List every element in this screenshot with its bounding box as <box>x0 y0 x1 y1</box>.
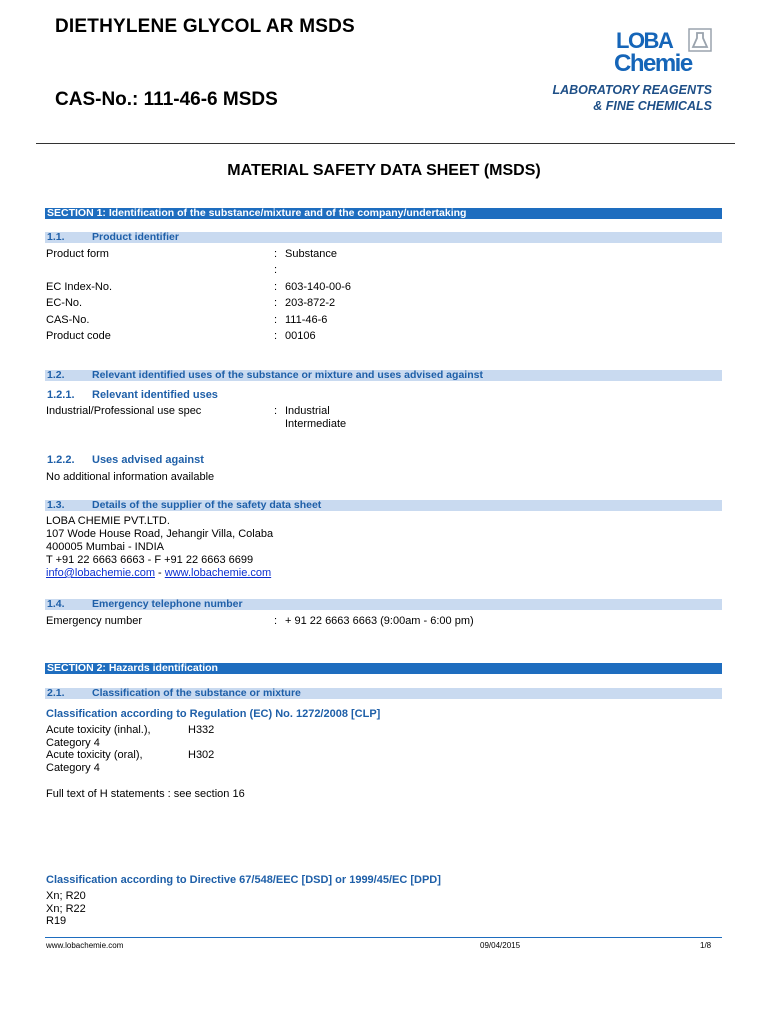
subsection-label: Relevant identified uses <box>92 389 218 401</box>
subsection-label: Uses advised against <box>92 454 204 466</box>
row-label: EC Index-No. <box>46 281 113 293</box>
supplier-company: LOBA CHEMIE PVT.LTD. <box>46 515 170 527</box>
clp-item-2-category: Category 4 <box>46 762 100 774</box>
row-value: Substance <box>285 248 337 260</box>
subsection-label: Classification of the substance or mixture <box>92 687 301 699</box>
subsection-number: 1.3. <box>47 499 65 511</box>
row-label: EC-No. <box>46 297 83 309</box>
row-label: CAS-No. <box>46 314 90 326</box>
row-value: Industrial <box>285 405 330 417</box>
row-colon: : <box>274 330 278 342</box>
supplier-contact-links <box>46 567 271 580</box>
subsection-label: Product identifier <box>92 231 179 243</box>
email-link[interactable]: info@lobachemie.com <box>46 567 155 579</box>
row-colon: : <box>274 264 278 276</box>
subsection-number: 1.2. <box>47 369 65 381</box>
row-value: 111-46-6 <box>285 314 328 326</box>
row-colon: : <box>274 281 278 293</box>
full-text-note: Full text of H statements : see section 16 <box>46 788 245 800</box>
flask-logo-icon <box>688 28 712 52</box>
row-colon: : <box>274 297 278 309</box>
clp-item-1 <box>46 724 346 737</box>
hazard-code: H302 <box>188 749 215 761</box>
subsection-1-1-header <box>45 232 722 243</box>
dsd-item: Xn; R20 <box>46 890 86 902</box>
supplier-phone: T +91 22 6663 6663 - F +91 22 6663 6699 <box>46 554 254 566</box>
row-value: 203-872-2 <box>285 297 336 309</box>
tagline-line-1: LABORATORY REAGENTS <box>552 83 712 97</box>
website-link[interactable]: www.lobachemie.com <box>164 567 272 579</box>
tagline-line-2: & FINE CHEMICALS <box>593 99 712 113</box>
footer-website: www.lobachemie.com <box>46 941 124 950</box>
subsection-number: 2.1. <box>47 687 65 699</box>
subsection-label: Relevant identified uses of the substance or mixture and uses advised against <box>92 369 483 381</box>
hazard-code: H332 <box>188 724 215 736</box>
company-tagline <box>552 82 712 114</box>
header-divider <box>36 143 735 144</box>
row-colon: : <box>274 248 278 260</box>
logo-word-chemie: Chemie <box>614 50 692 77</box>
subsection-label: Emergency telephone number <box>92 598 243 610</box>
subsection-1-2-1-header <box>45 389 722 402</box>
row-value: 603-140-00-6 <box>285 281 352 293</box>
row-value: 00106 <box>285 330 316 342</box>
loba-chemie-logo <box>614 26 716 82</box>
clp-item-1-category: Category 4 <box>46 737 100 749</box>
dsd-item: R19 <box>46 915 67 927</box>
row-value: + 91 22 6663 6663 (9:00am - 6:00 pm) <box>285 615 474 627</box>
row-value: Intermediate <box>285 418 347 430</box>
cas-title: CAS-No.: 111-46-6 MSDS <box>55 89 278 110</box>
dsd-item: Xn; R22 <box>46 903 86 915</box>
supplier-address-1: 107 Wode House Road, Jehangir Villa, Colaba <box>46 528 274 540</box>
document-title: DIETHYLENE GLYCOL AR MSDS <box>55 16 355 37</box>
subsection-number: 1.2.2. <box>47 454 75 466</box>
row-label: Product code <box>46 330 111 342</box>
link-separator: - <box>155 567 165 579</box>
row-colon: : <box>274 615 278 627</box>
section-2-header: SECTION 2: Hazards identification <box>45 663 722 674</box>
footer-page-number: 1/8 <box>700 941 712 950</box>
clp-item-line-1: Acute toxicity (oral), <box>46 749 143 761</box>
subsection-1-2-2-header <box>45 454 722 467</box>
row-label: Product form <box>46 248 109 260</box>
subsection-1-3-header <box>45 500 722 511</box>
footer-divider <box>45 937 722 938</box>
clp-classification-heading: Classification according to Regulation (EC) No. 1272/2008 [CLP] <box>46 708 381 720</box>
msds-main-title: MATERIAL SAFETY DATA SHEET (MSDS) <box>227 162 541 179</box>
section-1-header: SECTION 1: Identification of the substance/mixture and of the company/undertaking <box>45 208 722 219</box>
subsection-2-1-header <box>45 688 722 699</box>
row-label: Emergency number <box>46 615 142 627</box>
dsd-classification-heading: Classification according to Directive 67/548/EEC [DSD] or 1999/45/EC [DPD] <box>46 874 441 886</box>
logo-word-loba: LOBA <box>616 28 673 53</box>
clp-item-line-1: Acute toxicity (inhal.), <box>46 724 151 736</box>
footer-date: 09/04/2015 <box>480 941 521 950</box>
subsection-number: 1.2.1. <box>47 389 75 401</box>
subsection-1-4-header <box>45 599 722 610</box>
uses-advised-text: No additional information available <box>46 471 215 483</box>
subsection-number: 1.1. <box>47 231 65 243</box>
subsection-1-2-header <box>45 370 722 381</box>
row-label: Industrial/Professional use spec <box>46 405 202 417</box>
supplier-address-2: 400005 Mumbai - INDIA <box>46 541 164 553</box>
clp-item-2 <box>46 749 346 762</box>
subsection-label: Details of the supplier of the safety data sheet <box>92 499 322 511</box>
row-colon: : <box>274 314 278 326</box>
row-colon: : <box>274 405 278 417</box>
subsection-number: 1.4. <box>47 598 65 610</box>
